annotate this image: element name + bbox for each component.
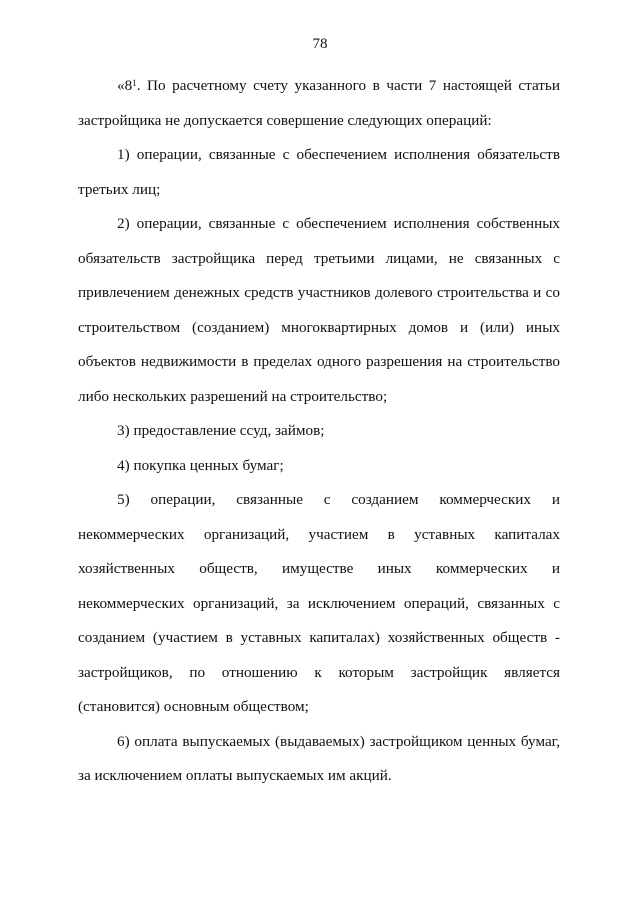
list-item-2: 2) операции, связанные с обеспечением исполнения собственных обязательств застройщика перед третьими лицами, не связанных с привлечением денежных средств участников долевого строительства и со строительством (созданием) многоквартирных домов и (или) иных объектов недвижимости в пределах одного разрешения на строительство либо нескольких разрешений на строительство; — [78, 215, 560, 405]
article-superscript: 1 — [132, 78, 137, 88]
document-body — [78, 69, 560, 794]
opening-paragraph — [78, 69, 560, 138]
opening-quote-mark: « — [117, 77, 125, 94]
list-item-6: 6) оплата выпускаемых (выдаваемых) застройщиком ценных бумаг, за исключением оплаты выпускаемых им акций. — [78, 732, 560, 784]
opening-text: . По расчетному счету указанного в части 7 настоящей статьи застройщика не допускается совершение следующих операций: — [78, 77, 560, 129]
list-item-3: 3) предоставление ссуд, займов; — [117, 422, 325, 439]
list-item-5: 5) операции, связанные с созданием коммерческих и некоммерческих организаций, участием в уставных капиталах хозяйственных обществ, имуществе иных коммерческих и некоммерческих организаций, за исключением операций, связанных с созданием (участием в уставных капиталах) хозяйственных обществ - застройщиков, по отношению к которым застройщик является (становится) основным обществом; — [78, 491, 560, 715]
list-item-1: 1) операции, связанные с обеспечением исполнения обязательств третьих лиц; — [78, 146, 560, 198]
article-number: 8 — [124, 77, 133, 94]
page-number: 78 — [312, 36, 328, 52]
list-item-4: 4) покупка ценных бумаг; — [117, 456, 284, 474]
